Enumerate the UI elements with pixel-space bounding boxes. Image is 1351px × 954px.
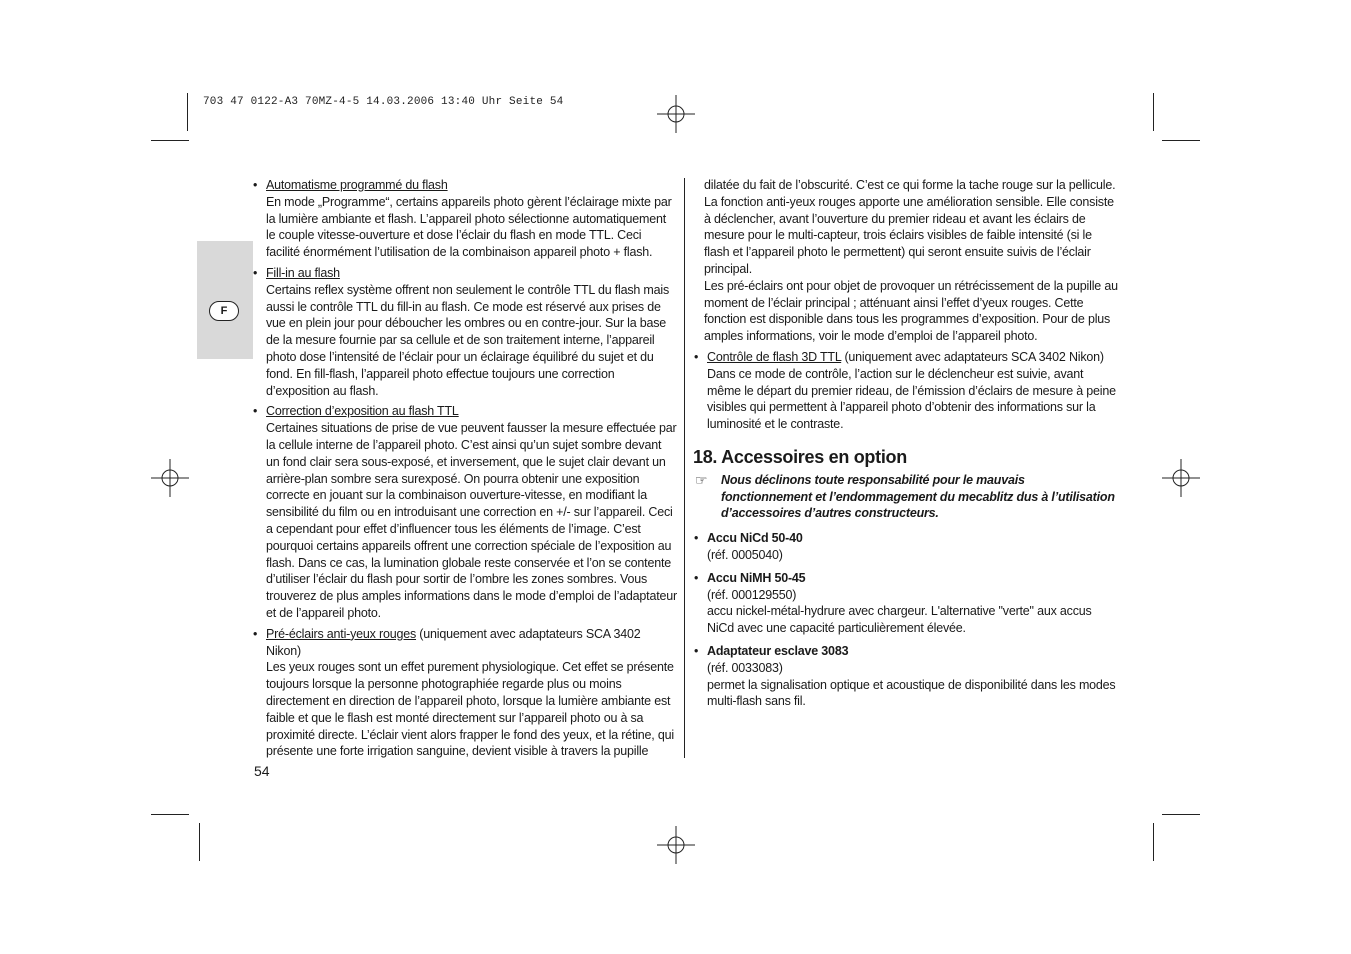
- item-title: Pré-éclairs anti-yeux rouges: [266, 626, 417, 641]
- bullet: •: [694, 531, 699, 546]
- accessory-ref: (réf. 0033083): [707, 660, 783, 675]
- item-body: Dans ce mode de contrôle, l’action sur le déclencheur est suivie, avant même le départ du premier rideau, de l’émission d’éclairs de mesure à peine visibles qui permettent à l’appareil photo d’obtenir des informations sur la luminosité et le contraste.: [707, 366, 1116, 432]
- item-title: Automatisme programmé du flash: [266, 178, 448, 192]
- bullet: •: [694, 349, 699, 364]
- registration-mark-icon: [1162, 459, 1200, 497]
- continuation-paragraph: dilatée du fait de l’obscurité. C’est ce qui forme la tache rouge sur la pellicule.: [704, 178, 1116, 192]
- crop-mark: [1162, 140, 1200, 141]
- accessory-item: [693, 530, 1118, 564]
- accessory-desc: accu nickel-métal-hydrure avec chargeur. L'alternative "verte" aux accus NiCd avec une capacité particulièrement élevée.: [707, 604, 1092, 636]
- accessory-name: Accu NiCd 50-40: [707, 531, 803, 546]
- accessory-name: Accu NiMH 50-45: [707, 570, 806, 585]
- item-body: Certains reflex système offrent non seulement le contrôle TTL du flash mais aussi le contrôle TTL du fill-in au flash. Ce mode est réservé aux prises de vue en plein jour pour déboucher les ombres ou en contre-jour. Sur la base de la mesure fournie par sa cellule et de son traitement interne, l’appareil photo dose l’intensité de l’éclair pour un éclairage équilibré du sujet et du fond. En fill-flash, l’appareil photo effectue toujours une correction d’exposition au flash.: [266, 282, 670, 398]
- bullet: •: [694, 643, 699, 658]
- bullet: •: [694, 570, 699, 585]
- column-divider: [684, 178, 685, 758]
- note-text: Nous déclinons toute responsabilité pour le mauvais fonctionnement et l’endommagement du mecablitz dus à l’utilisation d’accessoires d’autres constructeurs.: [721, 472, 1115, 521]
- section-title: 18. Accessoires en option: [693, 446, 907, 467]
- language-badge: F: [209, 301, 239, 321]
- registration-mark-icon: [657, 826, 695, 864]
- crop-mark: [1153, 823, 1154, 861]
- crop-mark: [1153, 93, 1154, 131]
- bullet: •: [253, 178, 258, 192]
- right-column: [693, 177, 1118, 716]
- continuation-paragraph: La fonction anti-yeux rouges apporte une amélioration sensible. Elle consiste à déclencher, avant l’ouverture du premier rideau et avant les éclairs de mesure pour le multi-capteur, trois éclairs visibles de faible intensité (si le flash et l’appareil photo le permettent) qui seront ensuite suivis de l’éclair principal.: [704, 194, 1114, 276]
- page-number: 54: [254, 763, 270, 779]
- item-title: Fill-in au flash: [266, 265, 340, 280]
- item-suffix: (uniquement avec adaptateurs SCA 3402 Nikon): [841, 349, 1104, 364]
- list-item: [252, 626, 678, 760]
- accessory-desc: permet la signalisation optique et acoustique de disponibilité dans les modes multi-flash sans fil.: [707, 677, 1116, 709]
- accessory-item: [693, 643, 1118, 710]
- registration-mark-icon: [657, 95, 695, 133]
- pointing-hand-icon: ☞: [695, 471, 708, 488]
- list-item: [693, 349, 1118, 433]
- left-column: [252, 177, 678, 764]
- bullet: •: [253, 404, 258, 419]
- item-body: Certaines situations de prise de vue peuvent fausser la mesure effectuée par la cellule interne de l’appareil photo. C’est ainsi qu’un sujet sombre devant un fond clair sera sous-exposé, et inversement, que le sujet clair devant un arrière-plan sombre sera surexposé. On pourra obtenir une exposition correcte en jouant sur la combinaison ouverture-vitesse, en modifiant la sensibilité du film ou en introduisant une correction en +/- sur l’appareil. Ceci a cependant pour effet d’influencer tous les éléments de l’image. C’est pourquoi certains appareils offrent une correction spéciale de l’exposition au flash. Dans ce cas, la lumination globale reste conservée et l’on se contente d’utiliser l’éclair du flash pour sortir de l’ombre les zones sombres. Vous trouverez de plus amples informations dans le mode d’emploi de l’adaptateur et de l’appareil photo.: [266, 421, 677, 620]
- accessory-name: Adaptateur esclave 3083: [707, 643, 849, 658]
- note-block: [693, 472, 1118, 522]
- item-suffix: (uniquement avec adaptateurs SCA 3402 Nikon): [266, 626, 641, 658]
- item-title: Contrôle de flash 3D TTL: [707, 349, 842, 364]
- list-item: [252, 265, 678, 399]
- crop-mark: [1162, 814, 1200, 815]
- continuation-paragraph: Les pré-éclairs ont pour objet de provoquer un rétrécissement de la pupille au moment de l’éclair principal ; atténuant ainsi l’effet d’yeux rouges. Cette fonction est disponible dans tous les programmes d’exposition. Pour de plus amples informations, voir le mode d’emploi de l’appareil photo.: [704, 278, 1118, 344]
- crop-mark: [151, 140, 189, 141]
- accessory-ref: (réf. 000129550): [707, 587, 797, 602]
- crop-mark: [187, 93, 188, 131]
- crop-mark: [199, 823, 200, 861]
- accessory-item: [693, 570, 1118, 637]
- accessory-ref: (réf. 0005040): [707, 547, 783, 562]
- item-body: Les yeux rouges sont un effet purement physiologique. Cet effet se présente toujours lorsque la personne photographiée regarde plus ou moins directement en direction de l’appareil photo, lorsque la lumière ambiante est faible et que le flash est monté directement sur l’appareil photo ou à sa proximité directe. L’éclair vient alors frapper le fond des yeux, et la rétine, qui présente une forte irrigation sanguine, devient visible à travers la pupille: [266, 660, 674, 759]
- item-title: Correction d’exposition au flash TTL: [266, 404, 459, 419]
- list-item: [252, 177, 678, 261]
- bullet: •: [253, 626, 258, 641]
- item-body: En mode „Programme“, certains appareils photo gèrent l’éclairage mixte par la lumière ambiante et flash. L’appareil photo sélectionne automatiquement le couple vitesse-ouverture et dose l’éclair du flash en mode TTL. Ceci facilité énormément l’utilisation de la combinaison appareil photo + flash.: [266, 194, 672, 260]
- registration-mark-icon: [151, 459, 189, 497]
- language-tab: [197, 241, 253, 359]
- crop-mark: [151, 814, 189, 815]
- print-header: 703 47 0122-A3 70MZ-4-5 14.03.2006 13:40 Uhr Seite 54: [203, 96, 564, 108]
- list-item: [252, 403, 678, 621]
- bullet: •: [253, 265, 258, 280]
